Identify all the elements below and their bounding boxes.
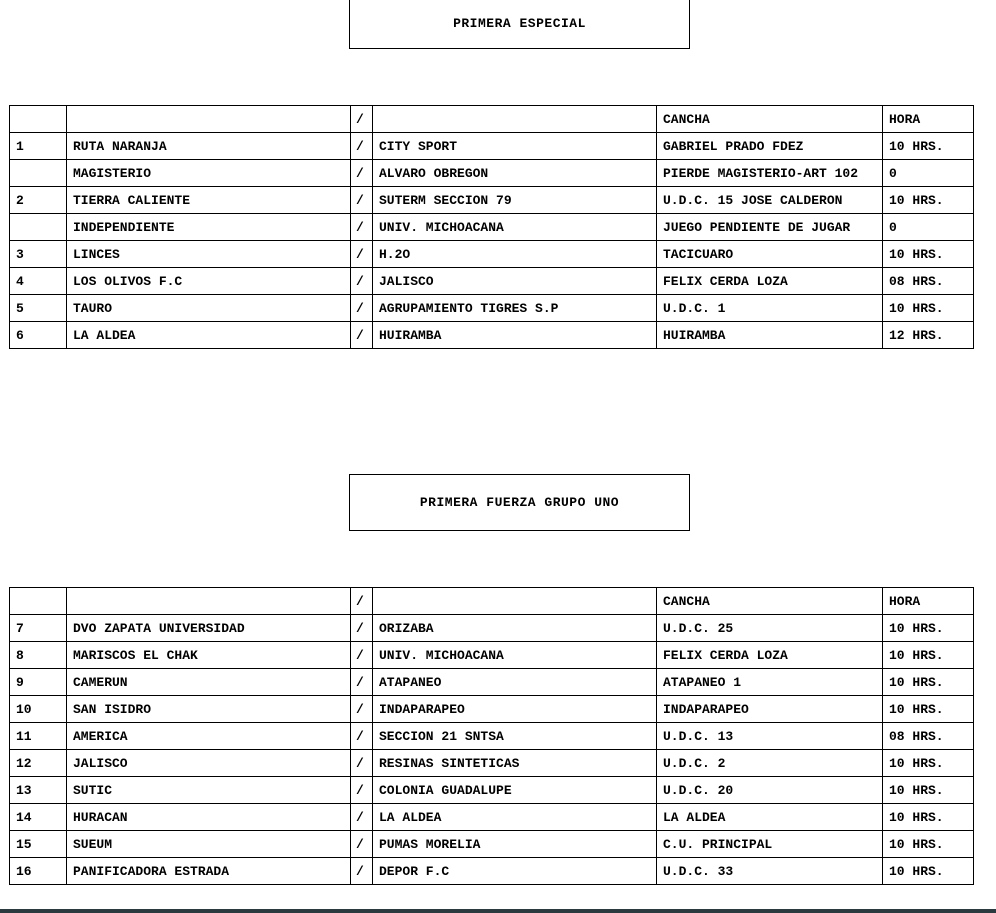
field-cell: PIERDE MAGISTERIO-ART 102 — [657, 160, 883, 187]
match-number-cell: 5 — [10, 295, 67, 322]
versus-separator-cell: / — [351, 696, 373, 723]
section-title-text: PRIMERA FUERZA GRUPO UNO — [419, 495, 620, 510]
versus-separator-cell: / — [351, 615, 373, 642]
fixture-row — [10, 750, 974, 777]
away-team-cell: SECCION 21 SNTSA — [373, 723, 657, 750]
fixture-row — [10, 831, 974, 858]
away-team-cell: UNIV. MICHOACANA — [373, 642, 657, 669]
versus-separator-cell: / — [351, 858, 373, 885]
fixture-row — [10, 723, 974, 750]
away-team-cell — [373, 588, 657, 615]
time-cell: 10 HRS. — [883, 804, 974, 831]
away-team-cell: ORIZABA — [373, 615, 657, 642]
time-cell: 10 HRS. — [883, 858, 974, 885]
fixture-row — [10, 295, 974, 322]
away-team-cell: PUMAS MORELIA — [373, 831, 657, 858]
fixture-row — [10, 669, 974, 696]
home-team-cell: TIERRA CALIENTE — [67, 187, 351, 214]
home-team-cell: MARISCOS EL CHAK — [67, 642, 351, 669]
fixtures-table-primera-fuerza-grupo-uno — [9, 587, 974, 885]
field-cell: U.D.C. 33 — [657, 858, 883, 885]
versus-separator-cell: / — [351, 322, 373, 349]
match-number-cell — [10, 160, 67, 187]
home-team-cell: SUEUM — [67, 831, 351, 858]
time-cell: 10 HRS. — [883, 133, 974, 160]
field-cell: ATAPANEO 1 — [657, 669, 883, 696]
time-cell: 10 HRS. — [883, 669, 974, 696]
fixture-row — [10, 187, 974, 214]
time-cell: HORA — [883, 588, 974, 615]
versus-separator-cell: / — [351, 160, 373, 187]
field-cell: FELIX CERDA LOZA — [657, 268, 883, 295]
versus-separator-cell: / — [351, 777, 373, 804]
match-number-cell: 12 — [10, 750, 67, 777]
match-number-cell: 2 — [10, 187, 67, 214]
home-team-cell: LOS OLIVOS F.C — [67, 268, 351, 295]
versus-separator-cell: / — [351, 295, 373, 322]
time-cell: HORA — [883, 106, 974, 133]
away-team-cell: SUTERM SECCION 79 — [373, 187, 657, 214]
away-team-cell: HUIRAMBA — [373, 322, 657, 349]
match-number-cell: 13 — [10, 777, 67, 804]
away-team-cell: LA ALDEA — [373, 804, 657, 831]
fixture-row — [10, 214, 974, 241]
away-team-cell: COLONIA GUADALUPE — [373, 777, 657, 804]
versus-separator-cell: / — [351, 187, 373, 214]
field-cell: U.D.C. 1 — [657, 295, 883, 322]
time-cell: 0 — [883, 214, 974, 241]
field-cell: JUEGO PENDIENTE DE JUGAR — [657, 214, 883, 241]
away-team-cell: UNIV. MICHOACANA — [373, 214, 657, 241]
versus-separator-cell: / — [351, 831, 373, 858]
field-cell: TACICUARO — [657, 241, 883, 268]
fixture-row — [10, 133, 974, 160]
versus-separator-cell: / — [351, 106, 373, 133]
home-team-cell: JALISCO — [67, 750, 351, 777]
match-number-cell: 9 — [10, 669, 67, 696]
time-cell: 10 HRS. — [883, 295, 974, 322]
versus-separator-cell: / — [351, 133, 373, 160]
home-team-cell: PANIFICADORA ESTRADA — [67, 858, 351, 885]
home-team-cell: RUTA NARANJA — [67, 133, 351, 160]
time-cell: 10 HRS. — [883, 642, 974, 669]
fixture-row — [10, 777, 974, 804]
field-cell: INDAPARAPEO — [657, 696, 883, 723]
versus-separator-cell: / — [351, 669, 373, 696]
match-number-cell: 16 — [10, 858, 67, 885]
versus-separator-cell: / — [351, 588, 373, 615]
home-team-cell: AMERICA — [67, 723, 351, 750]
away-team-cell: ALVARO OBREGON — [373, 160, 657, 187]
home-team-cell: SUTIC — [67, 777, 351, 804]
section-title-primera-especial — [349, 0, 690, 49]
field-cell: U.D.C. 25 — [657, 615, 883, 642]
home-team-cell: SAN ISIDRO — [67, 696, 351, 723]
time-cell: 10 HRS. — [883, 750, 974, 777]
versus-separator-cell: / — [351, 750, 373, 777]
table-header-row — [10, 588, 974, 615]
fixture-row — [10, 160, 974, 187]
time-cell: 0 — [883, 160, 974, 187]
away-team-cell: H.2O — [373, 241, 657, 268]
match-number-cell — [10, 588, 67, 615]
fixture-row — [10, 615, 974, 642]
bottom-border-bar — [0, 909, 996, 913]
home-team-cell: MAGISTERIO — [67, 160, 351, 187]
fixture-row — [10, 642, 974, 669]
time-cell: 10 HRS. — [883, 777, 974, 804]
section-title-primera-fuerza-grupo-uno — [349, 474, 690, 531]
match-number-cell: 3 — [10, 241, 67, 268]
field-cell: U.D.C. 20 — [657, 777, 883, 804]
field-cell: U.D.C. 2 — [657, 750, 883, 777]
away-team-cell: CITY SPORT — [373, 133, 657, 160]
fixtures-table-primera-especial — [9, 105, 974, 349]
fixture-row — [10, 322, 974, 349]
time-cell: 10 HRS. — [883, 241, 974, 268]
time-cell: 10 HRS. — [883, 831, 974, 858]
match-number-cell: 10 — [10, 696, 67, 723]
time-cell: 08 HRS. — [883, 723, 974, 750]
home-team-cell: DVO ZAPATA UNIVERSIDAD — [67, 615, 351, 642]
match-number-cell: 7 — [10, 615, 67, 642]
match-number-cell: 14 — [10, 804, 67, 831]
match-number-cell: 6 — [10, 322, 67, 349]
fixture-row — [10, 241, 974, 268]
home-team-cell: CAMERUN — [67, 669, 351, 696]
away-team-cell: RESINAS SINTETICAS — [373, 750, 657, 777]
fixture-row — [10, 858, 974, 885]
field-cell: C.U. PRINCIPAL — [657, 831, 883, 858]
away-team-cell — [373, 106, 657, 133]
match-number-cell: 1 — [10, 133, 67, 160]
match-number-cell: 11 — [10, 723, 67, 750]
match-number-cell: 8 — [10, 642, 67, 669]
home-team-cell: TAURO — [67, 295, 351, 322]
away-team-cell: JALISCO — [373, 268, 657, 295]
home-team-cell: LA ALDEA — [67, 322, 351, 349]
field-cell: FELIX CERDA LOZA — [657, 642, 883, 669]
field-cell: LA ALDEA — [657, 804, 883, 831]
time-cell: 12 HRS. — [883, 322, 974, 349]
versus-separator-cell: / — [351, 804, 373, 831]
table-header-row — [10, 106, 974, 133]
time-cell: 10 HRS. — [883, 187, 974, 214]
match-number-cell: 4 — [10, 268, 67, 295]
away-team-cell: ATAPANEO — [373, 669, 657, 696]
home-team-cell — [67, 588, 351, 615]
fixture-row — [10, 268, 974, 295]
field-cell: U.D.C. 15 JOSE CALDERON — [657, 187, 883, 214]
match-number-cell — [10, 106, 67, 133]
section-title-text: PRIMERA ESPECIAL — [453, 16, 586, 31]
home-team-cell: LINCES — [67, 241, 351, 268]
versus-separator-cell: / — [351, 241, 373, 268]
match-number-cell — [10, 214, 67, 241]
versus-separator-cell: / — [351, 214, 373, 241]
versus-separator-cell: / — [351, 268, 373, 295]
fixture-row — [10, 696, 974, 723]
away-team-cell: DEPOR F.C — [373, 858, 657, 885]
time-cell: 10 HRS. — [883, 615, 974, 642]
field-cell: HUIRAMBA — [657, 322, 883, 349]
time-cell: 08 HRS. — [883, 268, 974, 295]
versus-separator-cell: / — [351, 642, 373, 669]
fixture-row — [10, 804, 974, 831]
home-team-cell: HURACAN — [67, 804, 351, 831]
field-cell: CANCHA — [657, 106, 883, 133]
field-cell: U.D.C. 13 — [657, 723, 883, 750]
field-cell: GABRIEL PRADO FDEZ — [657, 133, 883, 160]
home-team-cell — [67, 106, 351, 133]
away-team-cell: INDAPARAPEO — [373, 696, 657, 723]
home-team-cell: INDEPENDIENTE — [67, 214, 351, 241]
time-cell: 10 HRS. — [883, 696, 974, 723]
match-number-cell: 15 — [10, 831, 67, 858]
field-cell: CANCHA — [657, 588, 883, 615]
away-team-cell: AGRUPAMIENTO TIGRES S.P — [373, 295, 657, 322]
versus-separator-cell: / — [351, 723, 373, 750]
